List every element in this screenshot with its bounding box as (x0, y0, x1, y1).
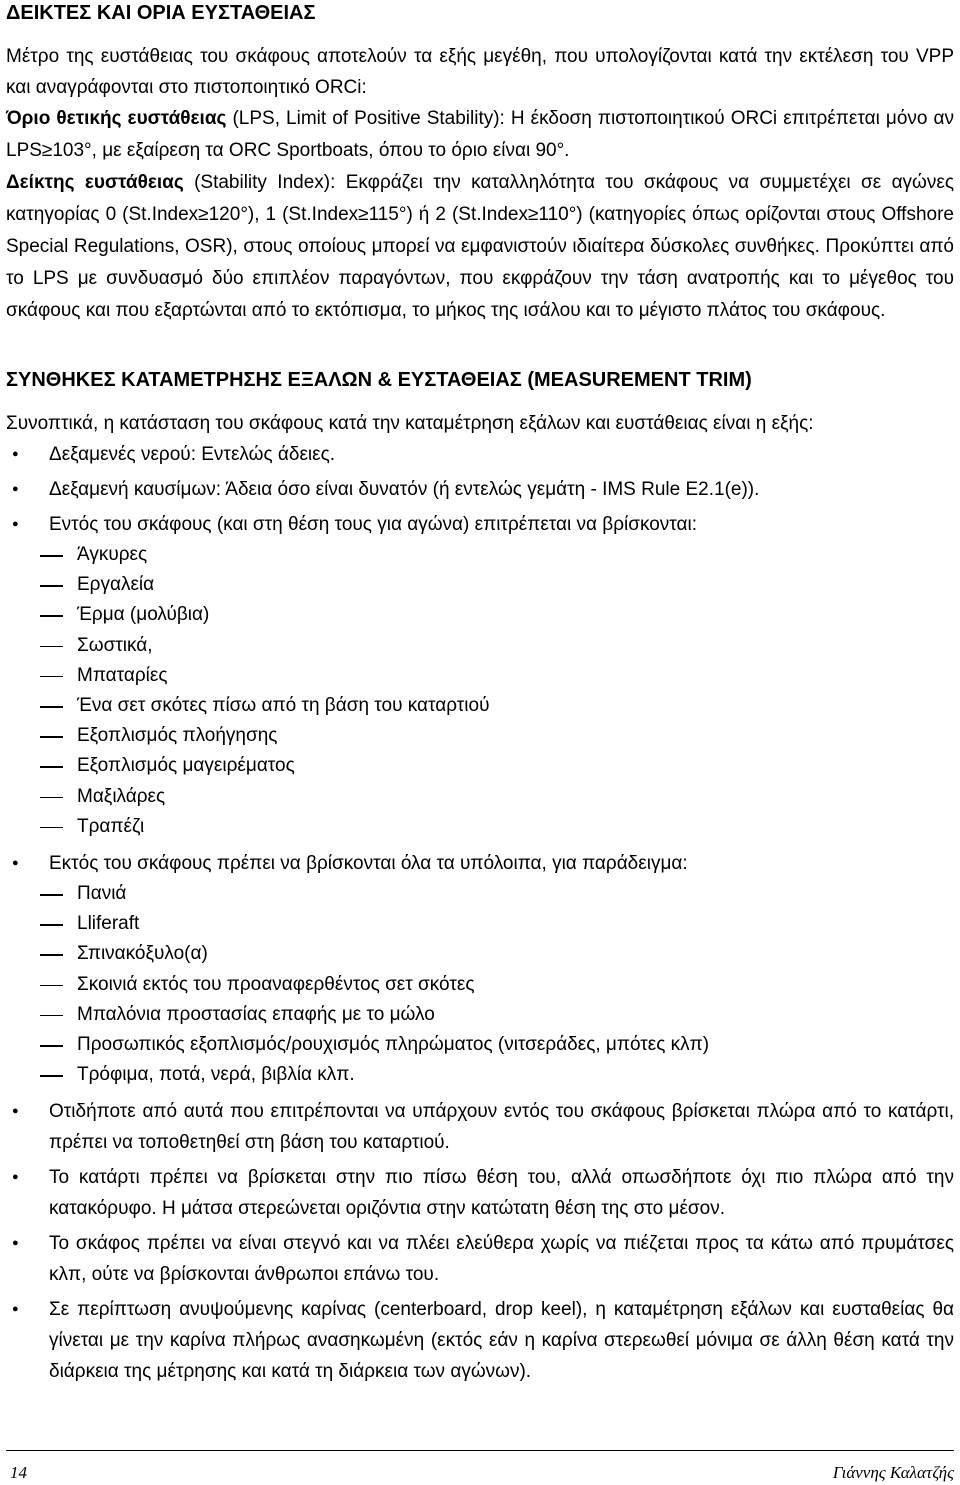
lps-paragraph (6, 103, 954, 167)
bullet-items-forward-of-mast: ● Οτιδήποτε από αυτά που επιτρέπονται να υπάρχουν εντός του σκάφους βρίσκεται πλώρα από το κατάρτι, πρέπει να τοποθετηθεί στη βάση του καταρτιού. (6, 1096, 954, 1158)
lps-term: Όριο θετικής ευστάθειας (6, 108, 227, 129)
list-item: Τρόφιμα, ποτά, νερά, βιβλία κλπ. (6, 1060, 954, 1090)
bullet-boat-dry: ● Το σκάφος πρέπει να είναι στεγνό και να πλέει ελεύθερα χωρίς να πιέζεται προς τα κάτω από πρυμάτσες κλπ, ούτε να βρίσκονται άνθρωποι επάνω του. (6, 1228, 954, 1290)
list-item: Τραπέζι (6, 812, 954, 842)
list-item: Έρμα (μολύβια) (6, 600, 954, 630)
list-item: Πανιά (6, 879, 954, 909)
inside-items-list (6, 540, 954, 842)
list-item: Εξοπλισμός πλοήγησης (6, 721, 954, 751)
bullet-outside-boat-text: Εκτός του σκάφους πρέπει να βρίσκονται όλα τα υπόλοιπα, για παράδειγμα: (49, 853, 688, 875)
list-item: Άγκυρες (6, 540, 954, 570)
stability-intro-paragraph: Μέτρο της ευστάθειας του σκάφους αποτελούν τα εξής μεγέθη, που υπολογίζονται κατά την εκτέλεση του VPP και αναγράφονται στο πιστοποιητικό ORCi: (6, 46, 954, 98)
section-title-stability: ΔΕΙΚΤΕΣ ΚΑΙ ΟΡΙΑ ΕΥΣΤΑΘΕΙΑΣ (6, 2, 316, 24)
list-item: Lliferaft (6, 909, 954, 939)
bullet-inside-boat-text: Εντός του σκάφους (και στη θέση τους για αγώνα) επιτρέπεται να βρίσκονται: (49, 514, 698, 535)
stability-index-text: (Stability Index): Εκφράζει την καταλληλότητα του σκάφους να συμμετέχει σε αγώνες κατηγορίας 0 (St.Index≥120°), 1 (St.Index≥115°) ή 2 (St.Index≥110°) (κατηγορίες όπως ορίζονται στους Offshore Special Regulations, OSR), στους οποίους μπορεί να εμφανιστούν ιδιαίτερα δύσκολες συνθήκες. Προκύπτει από το LPS με συνδυασμό δύο επιπλέον παραγόντων, που εκφράζουν την τάση ανατροπής και το μέγεθος του σκάφους και που εξαρτώνται από το εκτόπισμα, το μήκος της ισάλου και το μέγιστο πλάτος του σκάφους. (6, 172, 955, 321)
page-footer (6, 1450, 954, 1482)
measurement-intro-paragraph: Συνοπτικά, η κατάσταση του σκάφους κατά την καταμέτρηση εξάλων και ευστάθειας είναι η εξής: (6, 413, 814, 434)
stability-index-term: Δείκτης ευστάθειας (6, 172, 184, 193)
document-page (6, 0, 954, 1387)
footer-author: Γιάννης Καλατζής (832, 1463, 954, 1482)
list-item: Ένα σετ σκότες πίσω από τη βάση του καταρτιού (6, 691, 954, 721)
bullet-fuel-tank: ● Δεξαμενή καυσίμων: Άδεια όσο είναι δυνατόν (ή εντελώς γεμάτη - IMS Rule E2.1(e)). (6, 474, 954, 505)
list-item: Σκοινιά εκτός του προαναφερθέντος σετ σκότες (6, 970, 954, 1000)
bullet-water-tanks: ● Δεξαμενές νερού: Εντελώς άδειες. (6, 439, 954, 470)
list-item: Μπαταρίες (6, 661, 954, 691)
section-title-measurement-trim: ΣΥΝΘΗΚΕΣ ΚΑΤΑΜΕΤΡΗΣΗΣ ΕΞΑΛΩΝ & ΕΥΣΤΑΘΕΙΑΣ (MEASUREMENT TRIM) (6, 369, 752, 391)
bullet-outside-boat (6, 848, 954, 1090)
list-item: Εργαλεία (6, 570, 954, 600)
list-item: Σπινακόξυλο(α) (6, 939, 954, 969)
lps-text: (LPS, Limit of Positive Stability): Η έκδοση πιστοποιητικού ORCi επιτρέπεται μόνο αν LPS≥103°, με εξαίρεση τα ORC Sportboats, όπου το όριο είναι 90°. (6, 108, 954, 161)
measurement-bullet-list (6, 439, 954, 1387)
bullet-mast-position: ● Το κατάρτι πρέπει να βρίσκεται στην πιο πίσω θέση του, αλλά οπωσδήποτε όχι πιο πλώρα από την κατακόρυφο. Η μάτσα στερεώνεται οριζόντια στην κατώτατη θέση της στο μέσον. (6, 1162, 954, 1224)
page-number: 14 (10, 1463, 27, 1482)
bullet-inside-boat (6, 509, 954, 842)
bullet-lifting-keel: ● Σε περίπτωση ανυψούμενης καρίνας (centerboard, drop keel), η καταμέτρηση εξάλων και ευσταθείας θα γίνεται με την καρίνα πλήρως ανασηκωμένη (εκτός εάν η καρίνα στερεωθεί μόνιμα σε άλλη θέση κατά την διάρκεια της μέτρησης και κατά τη διάρκεια των αγώνων). (6, 1294, 954, 1387)
list-item: Εξοπλισμός μαγειρέματος (6, 751, 954, 781)
outside-items-list (6, 879, 954, 1090)
list-item: Μαξιλάρες (6, 782, 954, 812)
list-item: Μπαλόνια προστασίας επαφής με το μώλο (6, 1000, 954, 1030)
list-item: Προσωπικός εξοπλισμός/ρουχισμός πληρώματος (νιτσεράδες, μπότες κλπ) (6, 1030, 954, 1060)
stability-index-paragraph (6, 167, 954, 327)
list-item: Σωστικά, (6, 631, 954, 661)
